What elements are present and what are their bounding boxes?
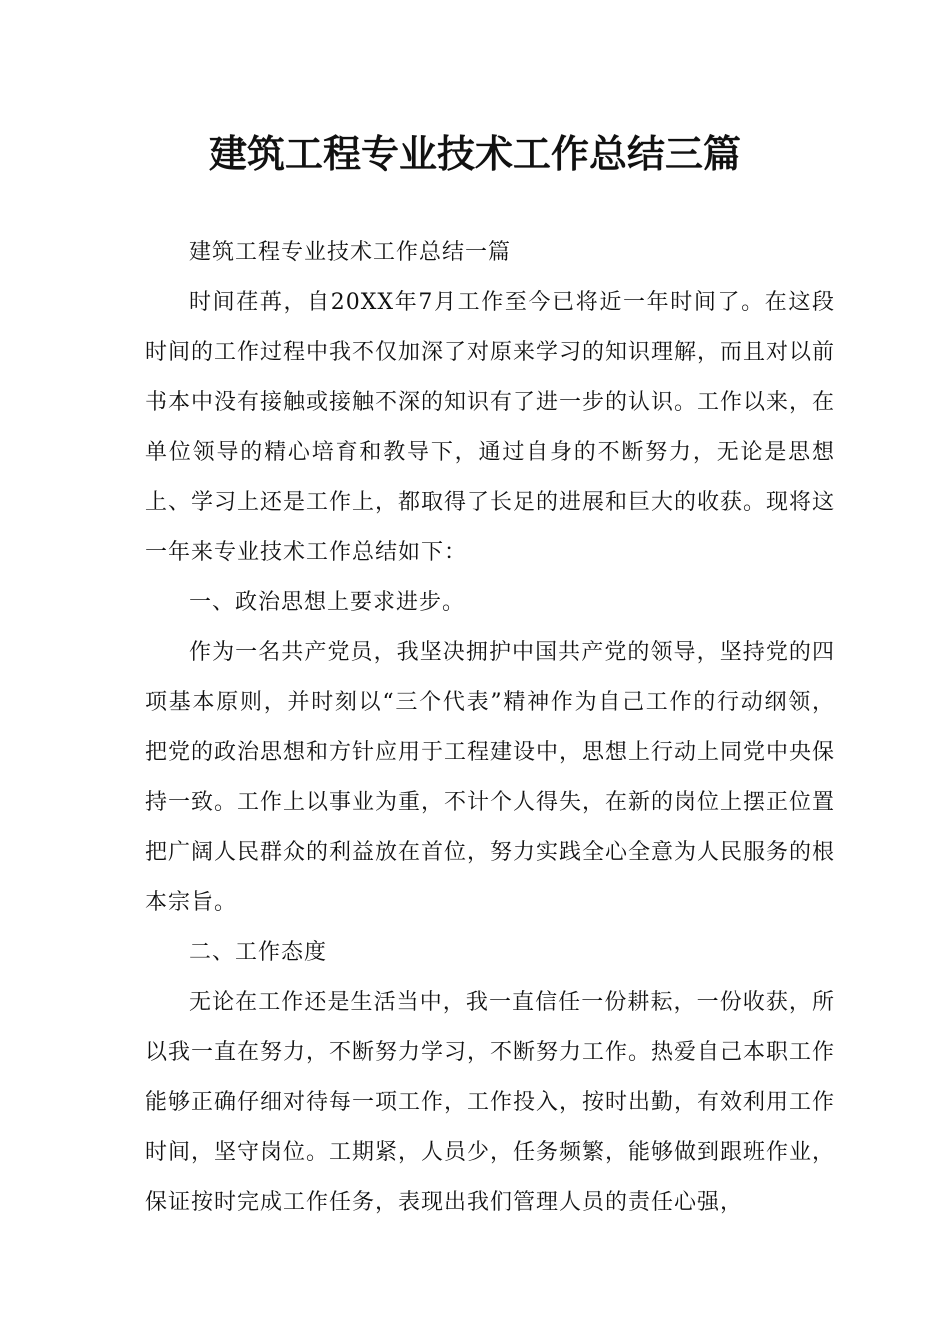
section-heading: 一、政治思想上要求进步。 (189, 590, 466, 615)
paragraph: 无论在工作还是生活当中，我一直信任一份耕耘，一份收获，所以我一直在努力，不断努力学习，不断努力工作。热爱自己本职工作能够正确仔细对待每一项工作，工作投入，按时出勤，有效利用工作时间，坚守岗位。工期紧，人员少，任务频繁，能够做到跟班作业，保证按时完成工作任务，表现出我们管理人员的责任心强， (145, 990, 836, 1215)
section-heading: 二、工作态度 (189, 940, 328, 965)
document-body (145, 228, 835, 1228)
document-title: 建筑工程专业技术工作总结三篇 (208, 132, 741, 176)
paragraph: 作为一名共产党员，我坚决拥护中国共产党的领导，坚持党的四项基本原则，并时刻以“三个代表”精神作为自己工作的行动纲领，把党的政治思想和方针应用于工程建设中，思想上行动上同党中央保持一致。工作上以事业为重，不计个人得失，在新的岗位上摆正位置把广阔人民群众的利益放在首位，努力实践全心全意为人民服务的根本宗旨。 (145, 640, 836, 915)
paragraph: 时间荏苒，自20XX年7月工作至今已将近一年时间了。在这段时间的工作过程中我不仅加深了对原来学习的知识理解，而且对以前书本中没有接触或接触不深的知识有了进一步的认识。工作以来，在单位领导的精心培育和教导下，通过自身的不断努力，无论是思想上、学习上还是工作上，都取得了长足的进展和巨大的收获。现将这一年来专业技术工作总结如下： (145, 290, 836, 565)
section-heading: 建筑工程专业技术工作总结一篇 (189, 240, 512, 265)
